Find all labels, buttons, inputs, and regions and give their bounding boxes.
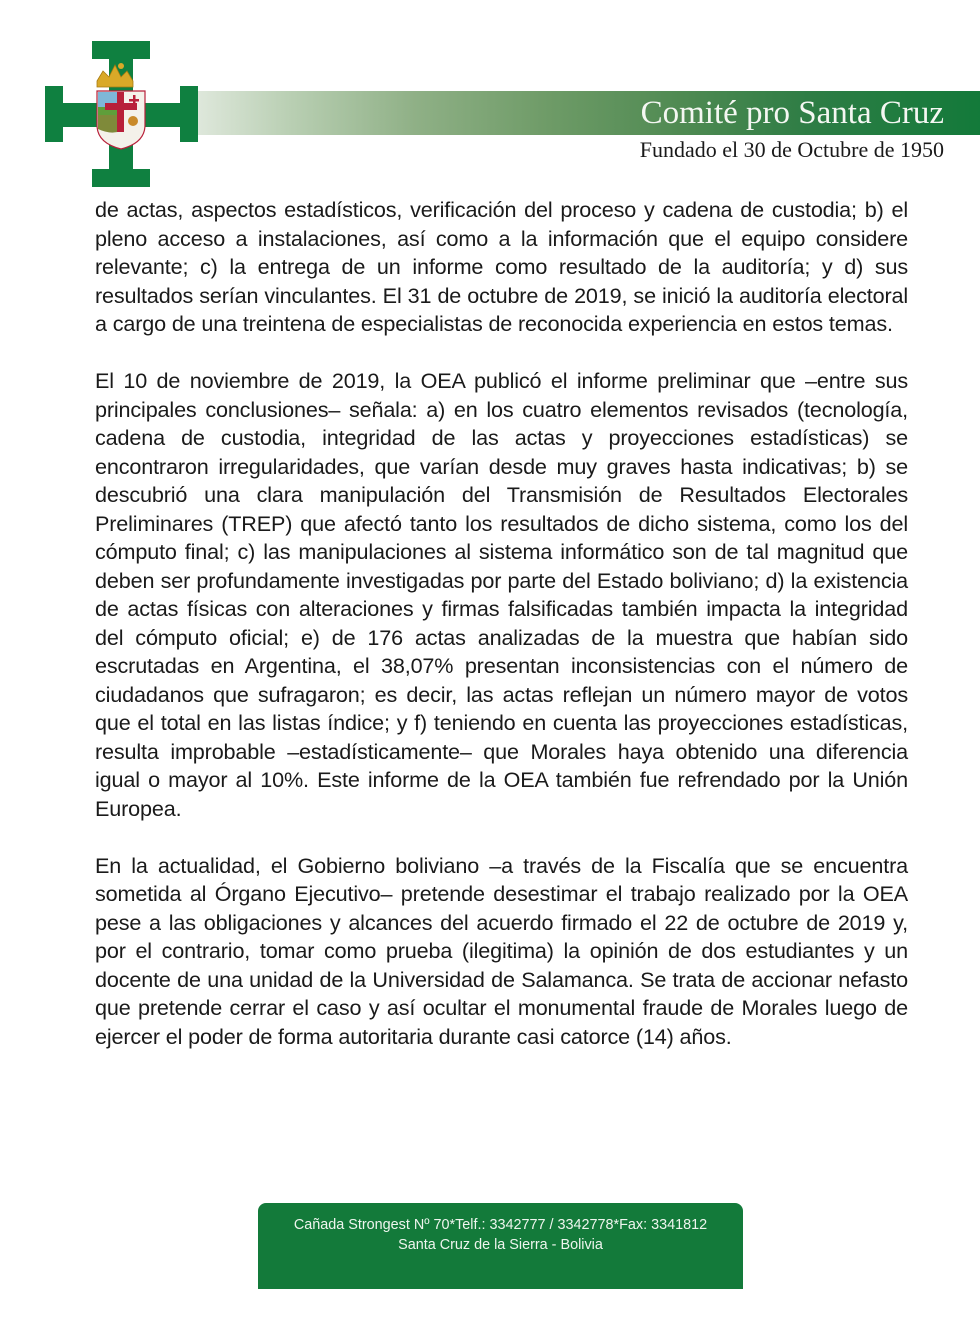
paragraph: El 10 de noviembre de 2019, la OEA publicó el informe preliminar que –entre sus principales conclusiones– señala: a) en los cuatro elementos revisados (tecnología, cadena de custodia, integridad de las actas y proyecciones estadísticas) se encontraron irregularidades, que varían desde muy graves hasta indicativas; b) se descubrió una clara manipulación del Transmisión de Resultados Electorales Preliminares (TREP) que afectó tanto los resultados de dicho sistema, como los del cómputo final; c) las manipulaciones al sistema informático son de tal magnitud que deben ser profundamente investigadas por parte del Estado boliviano; d) la existencia de actas físicas con alteraciones y firmas falsificadas también impacta la integridad del cómputo oficial; e) de 176 actas analizadas de la muestra que habían sido escrutadas en Argentina, el 38,07% presentan inconsistencias con el número de ciudadanos que sufragaron; es decir, las actas reflejan un número mayor de votos que el total en las listas índice; y f) teniendo en cuenta las proyecciones estadísticas, resulta improbable –estadísticamente– que Morales haya obtenido una diferencia igual o mayor al 10%. Este informe de la OEA también fue refrendado por la Unión Europea. [95,368,908,821]
founded-subtitle: Fundado el 30 de Octubre de 1950 [639,137,944,162]
footer-contact-box [258,1203,743,1289]
footer-city: Santa Cruz de la Sierra - Bolivia [398,1237,603,1253]
cross-with-coat-of-arms-icon [45,41,198,187]
organization-title: Comité pro Santa Cruz [640,95,944,131]
footer-address: Cañada Strongest Nº 70*Telf.: 3342777 / 3342778*Fax: 3341812 [293,1217,708,1233]
paragraph: En la actualidad, el Gobierno boliviano –a través de la Fiscalía que se encuentra sometida al Órgano Ejecutivo– pretende desestimar el trabajo realizado por la OEA pese a las obligaciones y alcances del acuerdo firmado el 22 de octubre de 2019 y, por el contrario, tomar como prueba (ilegitima) la opinión de dos estudiantes y un docente de una unidad de la Universidad de Salamanca. Se trata de accionar nefasto que pretende cerrar el caso y así ocultar el monumental fraude de Morales luego de ejercer el poder de forma autoritaria durante casi catorce (14) años. [95,852,908,1049]
paragraph: de actas, aspectos estadísticos, verificación del proceso y cadena de custodia; b) el pleno acceso a instalaciones, así como a la información que el equipo considere relevante; c) la entrega de un informe como resultado de la auditoría; y d) sus resultados serían vinculantes. El 31 de octubre de 2019, se inició la auditoría electoral a cargo de una treintena de especialistas de reconocida experiencia en estos temas. [95,197,908,336]
letter-body [95,196,908,1080]
letterhead [0,0,980,190]
